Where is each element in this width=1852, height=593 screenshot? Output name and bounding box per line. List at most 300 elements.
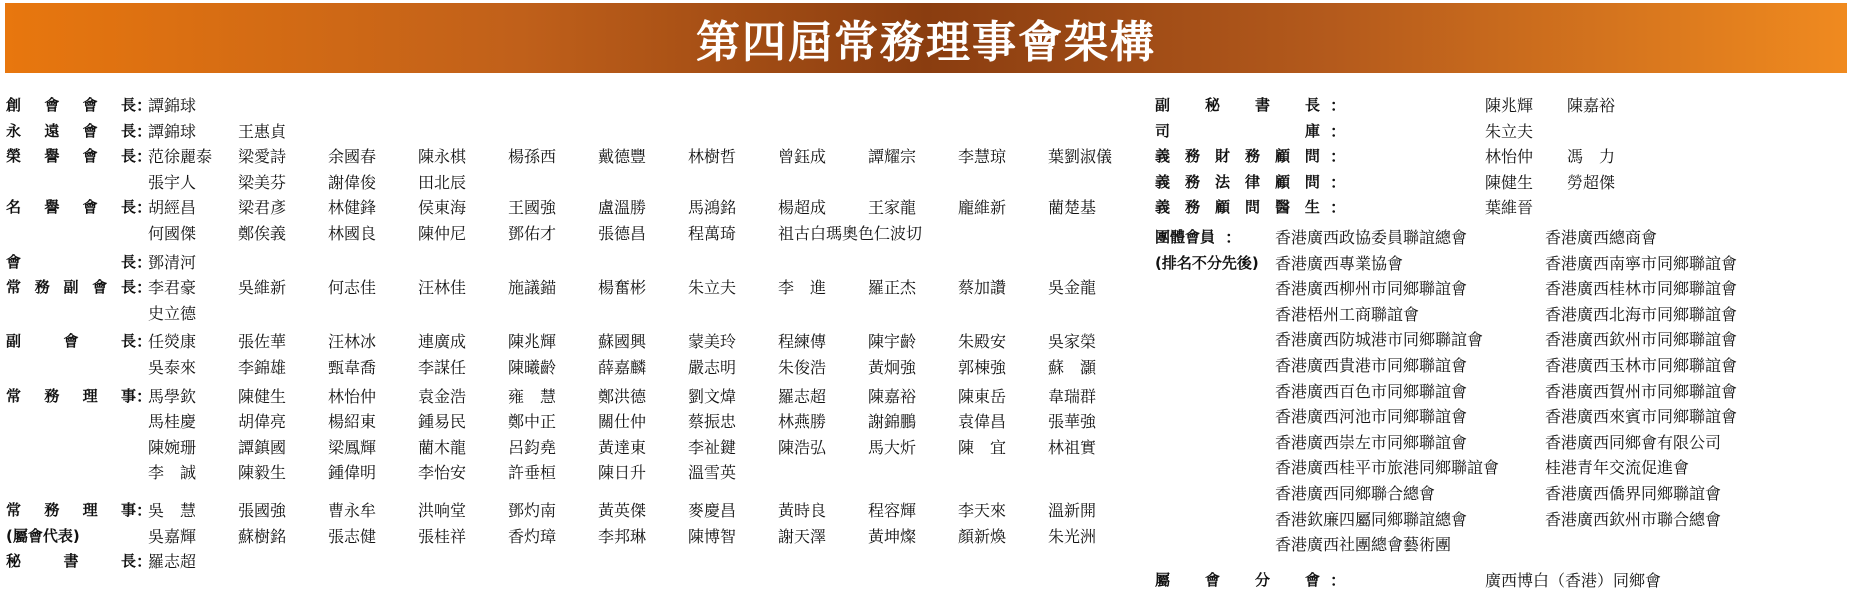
spacer (1155, 430, 1212, 456)
name-list (148, 221, 1138, 247)
org-row (1155, 379, 1845, 405)
member-name: 楊奮彬 (598, 278, 647, 298)
officer-list (1155, 93, 1845, 221)
org-name (1545, 532, 1845, 558)
member-name: 程練傳 (778, 332, 827, 352)
name-list (1485, 119, 1533, 145)
member-name: 鍾易民 (418, 412, 467, 432)
label-char: 務 (44, 500, 60, 519)
member-name: 楊孫西 (508, 147, 557, 167)
member-name: 麥慶昌 (688, 500, 737, 520)
org-row (1155, 532, 1845, 558)
officer-row (1155, 93, 1845, 119)
officer-row (1155, 144, 1845, 170)
org-members-label (1155, 225, 1215, 251)
role-label (6, 119, 136, 145)
label-char: 會 (1204, 570, 1220, 589)
member-name: 黃坤燦 (868, 526, 917, 546)
member-name: 羅志超 (148, 552, 197, 572)
org-pair (1275, 379, 1845, 405)
member-name: 余國春 (328, 147, 377, 167)
label-colon (136, 355, 148, 381)
label-char: 常 (6, 386, 22, 405)
member-name: 李怡安 (418, 463, 467, 483)
role-label (6, 355, 136, 381)
member-name: 梁美芬 (238, 172, 287, 192)
spacer (1155, 379, 1212, 405)
member-name: 李祉鍵 (688, 437, 737, 457)
label-char: 榮 (6, 147, 22, 166)
role-label (6, 329, 136, 355)
member-name: 任熒康 (148, 332, 197, 352)
member-row (6, 435, 1146, 461)
member-name: 梁君彥 (238, 198, 287, 218)
role-label (6, 301, 136, 327)
member-name: 林健鋒 (328, 198, 377, 218)
member-name: 史立德 (148, 303, 197, 323)
member-name: 劉文煒 (688, 386, 737, 406)
branch-row (1155, 568, 1845, 593)
label-char: 義 (1155, 172, 1171, 191)
member-name: 張德昌 (598, 223, 647, 243)
name-list (148, 329, 1138, 355)
label-char: 問 (1304, 147, 1320, 166)
label-colon (136, 409, 148, 435)
label-colon: ： (1330, 96, 1347, 115)
org-row (1155, 455, 1845, 481)
spacer (1212, 302, 1275, 328)
member-name: 鄧佑才 (508, 223, 557, 243)
label-char: 秘 (1204, 96, 1220, 114)
org-name: 香港廣西柳州市同鄉聯誼會 (1275, 279, 1468, 299)
spacer (1155, 455, 1212, 481)
org-pair (1275, 302, 1845, 328)
role-label (6, 384, 136, 410)
label-colon: ： (136, 332, 153, 352)
role-label (1155, 119, 1320, 145)
member-name: 楊超成 (778, 198, 827, 218)
name-list (148, 144, 1138, 170)
member-name: 何國傑 (148, 223, 197, 243)
role-label (6, 170, 136, 196)
name-list (148, 498, 1138, 524)
member-name: 香灼璋 (508, 526, 557, 546)
label-char: 譽 (44, 198, 60, 217)
member-name: 謝天澤 (778, 526, 827, 546)
org-name: 香港廣西欽州市同鄉聯誼會 (1545, 330, 1738, 350)
label-colon (136, 221, 148, 247)
label-colon: ： (136, 252, 153, 272)
role-label (6, 221, 136, 247)
member-name: 林樹哲 (688, 147, 737, 167)
org-name: 香港廣西桂平市旅港同鄉聯誼會 (1275, 458, 1500, 478)
spacer (1155, 507, 1212, 533)
label-char: 會 (1185, 227, 1201, 246)
member-name: 譚鎮國 (238, 437, 287, 457)
member-name: 朱俊浩 (778, 357, 827, 377)
spacer (1212, 455, 1275, 481)
label-char: 會 (6, 252, 22, 271)
org-name: 香港欽廉四屬同鄉聯誼總會 (1275, 509, 1468, 529)
org-row (1155, 507, 1845, 533)
label-char: 顧 (1274, 172, 1290, 191)
member-name: 許垂桓 (508, 463, 557, 483)
member-row (6, 119, 1146, 145)
member-row (6, 384, 1146, 410)
label-colon (136, 524, 148, 550)
org-pair (1275, 532, 1845, 558)
member-name: 蘇 灝 (1048, 357, 1097, 377)
member-name: 張華強 (1048, 412, 1097, 432)
branch-colon: ： (1330, 570, 1347, 590)
member-row (6, 170, 1146, 196)
member-name: 溫雪英 (688, 463, 737, 483)
member-name: 羅志超 (778, 386, 827, 406)
label-char: 副 (1155, 96, 1171, 114)
member-name: 黃達東 (598, 437, 647, 457)
label-char: 會 (82, 198, 98, 217)
label-char: 永 (6, 121, 22, 140)
member-row (6, 93, 1146, 119)
member-row (6, 549, 1146, 575)
label-char: 秘 (6, 552, 22, 571)
member-name: 呂鈞堯 (508, 437, 557, 457)
left-column (6, 93, 1146, 575)
org-pair (1275, 430, 1845, 456)
label-char: 問 (1304, 172, 1320, 191)
label-char: 長 (120, 252, 136, 271)
member-name: 袁金浩 (418, 386, 467, 406)
member-name: 楊紹東 (328, 412, 377, 432)
member-name: 蔡振忠 (688, 412, 737, 432)
member-name: 郭棟強 (958, 357, 1007, 377)
label-char: 體 (1170, 227, 1186, 246)
member-name: 鍾偉明 (328, 463, 377, 483)
member-name: 黃英傑 (598, 500, 647, 520)
member-name: 侯東海 (418, 198, 467, 218)
org-members-colon: ： (1225, 227, 1242, 247)
member-name: 程萬琦 (688, 223, 737, 243)
member-row (6, 144, 1146, 170)
officer-row (1155, 119, 1845, 145)
member-name: 陳博智 (688, 526, 737, 546)
org-name: 香港廣西百色市同鄉聯誼會 (1275, 381, 1468, 401)
member-name: 鄧灼南 (508, 500, 557, 520)
officer-row (1155, 170, 1845, 196)
org-pair (1275, 276, 1845, 302)
member-name: 洪响堂 (418, 500, 467, 520)
member-row (6, 409, 1146, 435)
role-label (6, 93, 136, 119)
spacer (1259, 251, 1275, 277)
label-char: 長 (120, 198, 136, 217)
label-char: 顧 (1274, 147, 1290, 166)
spacer (1212, 379, 1275, 405)
name-list (148, 524, 1138, 550)
name-list (148, 384, 1138, 410)
spacer (1212, 276, 1275, 302)
org-name: 香港廣西北海市同鄉聯誼會 (1545, 304, 1738, 324)
member-name: 程容輝 (868, 500, 917, 520)
member-name: 曹永牟 (328, 500, 377, 520)
label-char: 醫 (1274, 198, 1290, 217)
label-colon: ： (1330, 121, 1347, 141)
label-char: 長 (120, 332, 136, 351)
label-char: 理 (82, 386, 98, 405)
member-row (6, 275, 1146, 301)
org-name: 香港廣西崇左市同鄉聯誼會 (1275, 432, 1468, 452)
name-list (148, 93, 1138, 119)
officer-name: 馮 力 (1567, 147, 1616, 167)
member-name: 田北辰 (418, 172, 467, 192)
member-name: 馬大炘 (868, 437, 917, 457)
label-char: 司 (1155, 121, 1171, 140)
org-name: 香港廣西同鄉聯合總會 (1275, 483, 1436, 503)
member-name: 林國良 (328, 223, 377, 243)
label-char: 名 (6, 198, 22, 217)
member-name: 李錦雄 (238, 357, 287, 377)
name-list (148, 435, 1138, 461)
role-label (6, 549, 136, 575)
org-name: 香港廣西來賓市同鄉聯誼會 (1545, 407, 1738, 427)
right-column (1155, 93, 1845, 593)
member-name: 羅正杰 (868, 278, 917, 298)
spacer (1212, 430, 1275, 456)
spacer (1212, 404, 1275, 430)
member-name: 胡經昌 (148, 198, 197, 218)
label-char: 創 (6, 96, 22, 114)
member-name: 嚴志明 (688, 357, 737, 377)
label-char: 顧 (1214, 198, 1230, 217)
name-list (1485, 195, 1533, 221)
role-label (6, 275, 136, 301)
member-name: 陳仲尼 (418, 223, 467, 243)
label-char: 問 (1244, 198, 1260, 217)
spacer (1155, 481, 1212, 507)
label-char: 長 (120, 147, 136, 166)
member-name: 王國強 (508, 198, 557, 218)
member-name: 汪林佳 (418, 278, 467, 298)
label-char: 庫 (1304, 121, 1320, 140)
org-name: 香港廣西僑界同鄉聯誼會 (1545, 483, 1722, 503)
org-name: 香港廣西賀州市同鄉聯誼會 (1545, 381, 1738, 401)
label-colon: ： (1330, 147, 1347, 167)
label-colon: ： (136, 386, 153, 406)
member-name: 關仕仲 (598, 412, 647, 432)
label-char: 務 (1184, 198, 1200, 217)
branch-name: 廣西博白（香港）同鄉會 (1485, 570, 1662, 590)
org-pair (1275, 353, 1845, 379)
role-label (6, 524, 136, 550)
org-name: 香港廣西玉林市同鄉聯誼會 (1545, 355, 1738, 375)
label-char: 會 (44, 96, 60, 114)
member-name: 吳 慧 (148, 500, 197, 520)
label-char: 會 (82, 147, 98, 166)
member-name: 李 進 (778, 278, 827, 298)
member-name: 陳永棋 (418, 147, 467, 167)
member-name: 雍 慧 (508, 386, 557, 406)
label-colon: ： (136, 96, 153, 115)
page-title: 第四屆常務理事會架構 (696, 17, 1156, 68)
label-char: 務 (44, 386, 60, 405)
org-pair (1275, 455, 1845, 481)
label-char: 副 (63, 278, 79, 297)
member-name: 王家龍 (868, 198, 917, 218)
member-name: 馬學欽 (148, 386, 197, 406)
label-char: 會 (82, 96, 98, 114)
member-name: 李天來 (958, 500, 1007, 520)
member-name: 朱光洲 (1048, 526, 1097, 546)
member-name: 袁偉昌 (958, 412, 1007, 432)
member-row (6, 195, 1146, 221)
label-char: 常 (6, 500, 22, 519)
org-row (1155, 404, 1845, 430)
role-label (6, 144, 136, 170)
org-name: 香港廣西總商會 (1545, 227, 1658, 247)
member-name: 黃時良 (778, 500, 827, 520)
org-name: 桂港青年交流促進會 (1545, 458, 1690, 478)
label-char: 務 (1184, 147, 1200, 166)
member-name: 陳婉珊 (148, 437, 197, 457)
name-list (1485, 170, 1615, 196)
member-name: 施議錨 (508, 278, 557, 298)
member-name: 龐維新 (958, 198, 1007, 218)
role-label (1155, 195, 1320, 221)
member-name: 甄韋喬 (328, 357, 377, 377)
name-list (1485, 144, 1615, 170)
label-colon: ： (136, 147, 153, 167)
label-char: 會 (82, 121, 98, 140)
org-name: 香港廣西社團總會藝術團 (1275, 535, 1452, 555)
member-name: 張宇人 (148, 172, 197, 192)
org-row (1155, 276, 1845, 302)
label-char: 務 (1184, 172, 1200, 191)
member-row (6, 460, 1146, 486)
label-char: 會 (63, 332, 79, 351)
name-list (148, 301, 1138, 327)
name-list (148, 119, 1138, 145)
member-name: 吳維新 (238, 278, 287, 298)
member-name: 曾鈺成 (778, 147, 827, 167)
label-char: 生 (1304, 198, 1320, 217)
label-colon (136, 301, 148, 327)
member-name: 陳宇齡 (868, 332, 917, 352)
label-char: 理 (82, 500, 98, 519)
label-char: 會 (1304, 570, 1320, 589)
label-colon: ： (136, 198, 153, 218)
member-row (6, 301, 1146, 327)
label-char: 常 (6, 278, 22, 297)
member-name: 李 誠 (148, 463, 197, 483)
org-row (1275, 225, 1845, 251)
role-label (6, 409, 136, 435)
member-name: 陳東岳 (958, 386, 1007, 406)
member-name: 馬鴻銘 (688, 198, 737, 218)
label-char: 務 (1244, 147, 1260, 166)
member-name: 汪林冰 (328, 332, 377, 352)
member-name: 藺楚基 (1048, 198, 1097, 218)
member-name: 蘇國興 (598, 332, 647, 352)
member-name: 李謀任 (418, 357, 467, 377)
title-banner (5, 3, 1847, 73)
member-name: 陳日升 (598, 463, 647, 483)
member-name: 薛嘉麟 (598, 357, 647, 377)
label-char: 法 (1214, 172, 1230, 191)
member-name: 葉劉淑儀 (1048, 147, 1113, 167)
role-label (6, 460, 136, 486)
role-label (1155, 144, 1320, 170)
member-name: 李邦琳 (598, 526, 647, 546)
label-char: 團 (1155, 227, 1171, 246)
label-char: 書 (63, 552, 79, 571)
member-name: 李君豪 (148, 278, 197, 298)
org-members-list (1155, 251, 1845, 558)
org-row (1155, 481, 1845, 507)
member-name: 陳浩弘 (778, 437, 827, 457)
member-name: 陳毅生 (238, 463, 287, 483)
label-colon (136, 435, 148, 461)
member-name: 戴德豐 (598, 147, 647, 167)
member-row (6, 329, 1146, 355)
officer-name: 林怡仲 (1485, 147, 1534, 167)
member-name: 鄧清河 (148, 252, 197, 272)
member-name: 顏新煥 (958, 526, 1007, 546)
member-name: 謝錦鵬 (868, 412, 917, 432)
label-colon: ： (1330, 198, 1347, 218)
member-name: 陳健生 (238, 386, 287, 406)
branch-label (1155, 568, 1320, 593)
spacer (1155, 302, 1212, 328)
label-char: 義 (1155, 198, 1171, 217)
org-pair (1275, 327, 1845, 353)
member-name: 林祖實 (1048, 437, 1097, 457)
label-char: 書 (1254, 96, 1270, 114)
member-name: 蒙美玲 (688, 332, 737, 352)
org-row (1155, 430, 1845, 456)
label-text: (屬會代表) (6, 526, 80, 545)
member-name: 張佐華 (238, 332, 287, 352)
officer-name: 葉維晉 (1485, 198, 1534, 218)
org-note: (排名不分先後) (1155, 253, 1259, 272)
org-pair (1275, 507, 1845, 533)
member-name: 范徐麗泰 (148, 147, 213, 167)
spacer (1212, 353, 1275, 379)
label-colon (136, 460, 148, 486)
member-name: 謝偉俊 (328, 172, 377, 192)
member-name: 盧溫勝 (598, 198, 647, 218)
label-char: 員 (1200, 227, 1216, 246)
org-name: 香港廣西防城港市同鄉聯誼會 (1275, 330, 1484, 350)
name-list (1485, 93, 1615, 119)
label-char: 會 (92, 278, 108, 297)
spacer (1155, 276, 1212, 302)
member-name: 胡偉亮 (238, 412, 287, 432)
member-row (6, 221, 1146, 247)
member-name: 朱立夫 (688, 278, 737, 298)
member-name: 馬桂慶 (148, 412, 197, 432)
label-colon (136, 170, 148, 196)
officer-name: 朱立夫 (1485, 121, 1534, 141)
role-label (6, 435, 136, 461)
member-name: 林怡仲 (328, 386, 377, 406)
label-colon: ： (136, 552, 153, 572)
role-label (1155, 170, 1320, 196)
spacer (1212, 507, 1275, 533)
role-label (6, 250, 136, 276)
member-row (6, 498, 1146, 524)
org-members-header (1155, 225, 1845, 251)
spacer (1155, 532, 1212, 558)
